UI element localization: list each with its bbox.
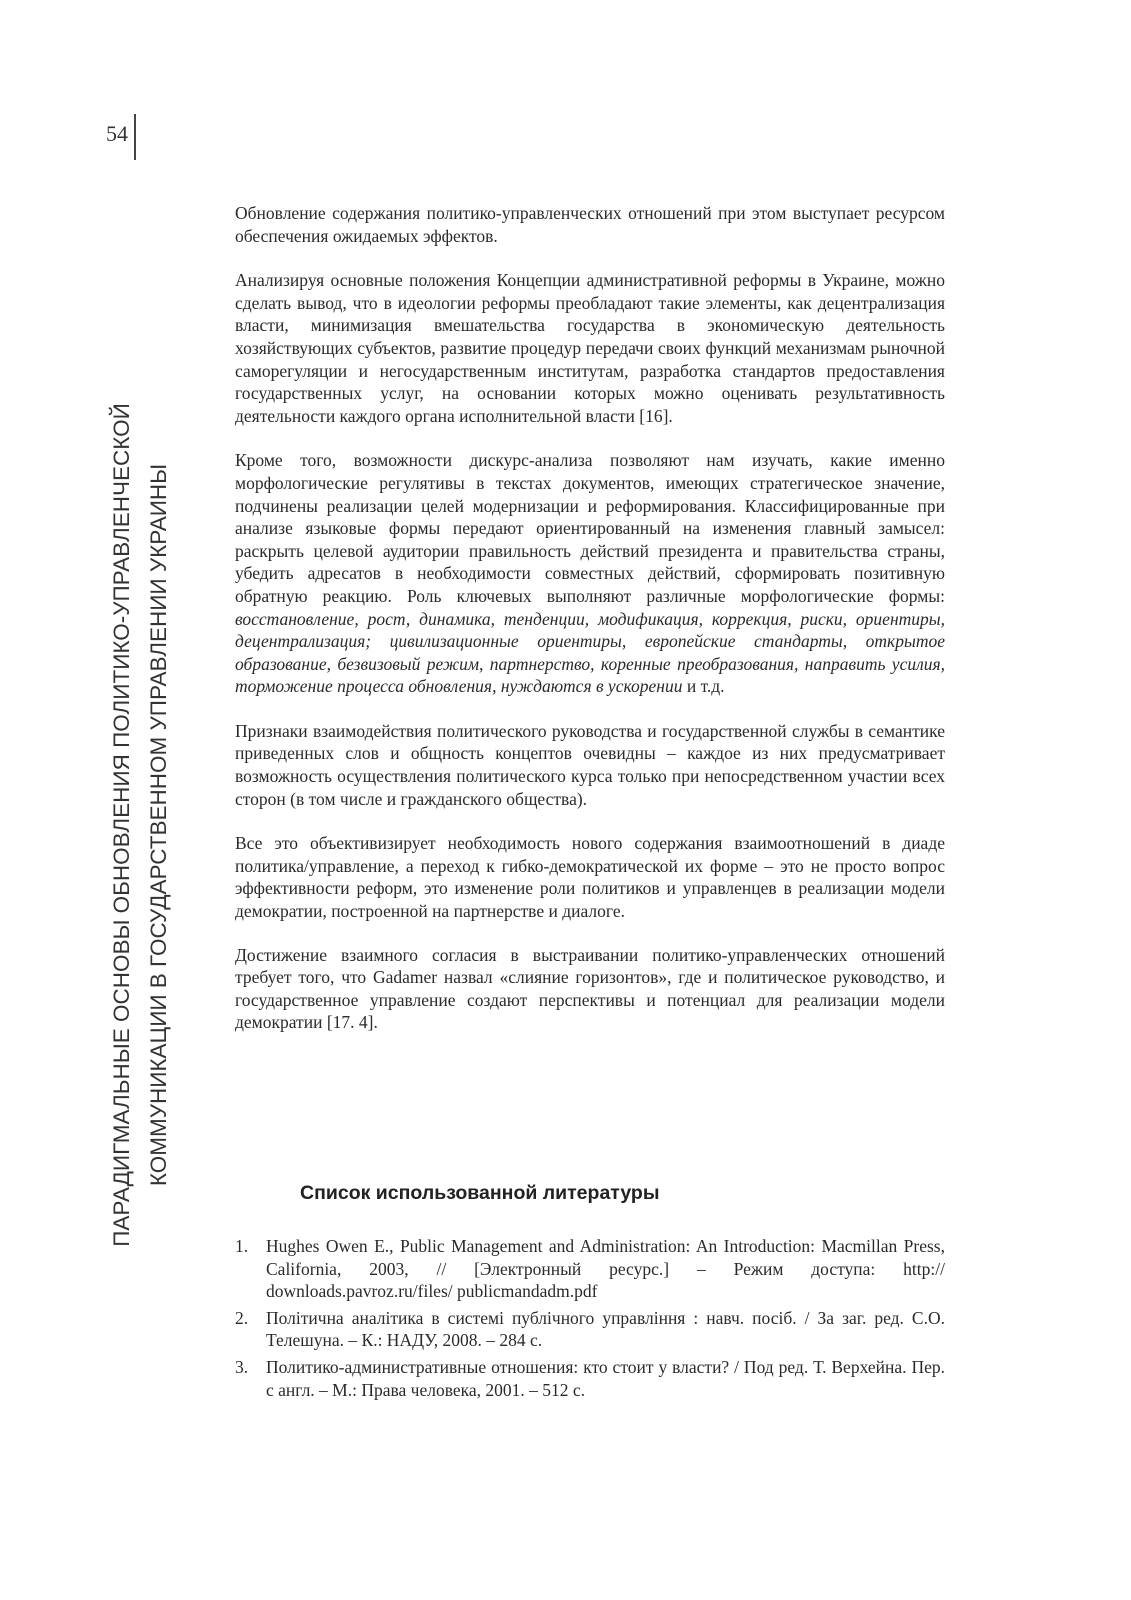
- reference-number: 3.: [235, 1356, 249, 1377]
- running-title-line-2: КОММУНИКАЦИИ В ГОСУДАРСТВЕННОМ УПРАВЛЕНИИ УКРАИНЫ: [146, 463, 171, 1187]
- reference-item: [235, 1235, 945, 1303]
- paragraph-1: Обновление содержания политико-управленческих отношений при этом выступает ресурсом обеспечения ожидаемых эффектов.: [235, 203, 945, 246]
- references-heading: Список использованной литературы: [300, 1182, 660, 1204]
- reference-text: Політична аналітика в системі публічного управління : навч. посіб. / За заг. ред. С.О. Телешуна. – К.: НАДУ, 2008. – 284 с.: [266, 1307, 945, 1351]
- paragraph-3: [235, 449, 945, 698]
- running-title: [103, 365, 177, 1285]
- running-title-line-1: ПАРАДИГМАЛЬНЫЕ ОСНОВЫ ОБНОВЛЕНИЯ ПОЛИТИКО-УПРАВЛЕНЧЕСКОЙ: [109, 403, 134, 1247]
- reference-number: 1.: [235, 1236, 249, 1256]
- page-number-divider: [134, 114, 136, 160]
- references-list: [235, 1235, 945, 1405]
- reference-number: 2.: [235, 1307, 249, 1328]
- paragraph-6: Достижение взаимного согласия в выстраивании политико-управленческих отношений требует того, что Gadamer назвал «слияние горизонтов», где и политическое руководство, и государственное управление создают перспективы и потенциал для реализации модели демократии [17. 4].: [235, 944, 945, 1033]
- paragraph-5: Все это объективизирует необходимость нового содержания взаимоотношений в диаде политика/управление, а переход к гибко-демократической их форме – это не просто вопрос эффективности реформ, это изменение роли политиков и управленцев в реализации модели демократии, построенной на партнерстве и диалоге.: [235, 833, 945, 922]
- reference-text: Hughes Owen E., Public Management and Administration: An Introduction: Macmillan Press, California, 2003, // [Электронный ресурс.] – Режим доступа: http:// downloads.pavroz.ru/files/ publicmandadm.pdf: [266, 1236, 945, 1302]
- paragraph-3-tail: и т.д.: [682, 676, 725, 697]
- main-text: [235, 202, 945, 1056]
- paragraph-3-text: Кроме того, возможности дискурс-анализа позволяют нам изучать, какие именно морфологические регулятивы в текстах документов, имеющих стратегическое значение, подчинены реализации целей модернизации и реформирования. Классифицированные при анализе языковые формы передают ориентированный на изменения главный замысел: раскрыть целевой аудитории правильность действий президента и правительства страны, убедить адресатов в необходимости совместных действий, сформировать позитивную обратную реакцию. Роль ключевых выполняют различные морфологические формы:: [235, 450, 945, 606]
- paragraph-4: Признаки взаимодействия политического руководства и государственной службы в семантике приведенных слов и общность концептов очевидны – каждое из них предусматривает возможность осуществления политического курса только при непосредственном участии всех сторон (в том числе и гражданского общества).: [235, 720, 945, 809]
- reference-text: Политико-административные отношения: кто стоит у власти? / Под ред. Т. Верхейна. Пер. с англ. – М.: Права человека, 2001. – 512 с.: [266, 1356, 945, 1400]
- reference-item: [235, 1356, 945, 1401]
- page-number: 54: [106, 121, 128, 146]
- paragraph-2: Анализируя основные положения Концепции административной реформы в Украине, можно сделать вывод, что в идеологии реформы преобладают такие элементы, как децентрализация власти, минимизация вмешательства государства в экономическую деятельность хозяйствующих субъектов, развитие процедур передачи своих функций механизмам рыночной саморегуляции и негосударственным институтам, разработка стандартов предоставления государственных услуг, на основании которых можно оценивать результативность деятельности каждого органа исполнительной власти [16].: [235, 270, 945, 426]
- reference-item: [235, 1307, 945, 1352]
- paragraph-3-italic-terms: восстановление, рост, динамика, тенденции, модификация, коррекция, риски, ориентиры, децентрализация; цивилизационные ориентиры, европейские стандарты, открытое образование, безвизовый режим, партнерство, коренные преобразования, направить усилия, торможение процесса обновления, нуждаются в ускорении: [235, 608, 945, 697]
